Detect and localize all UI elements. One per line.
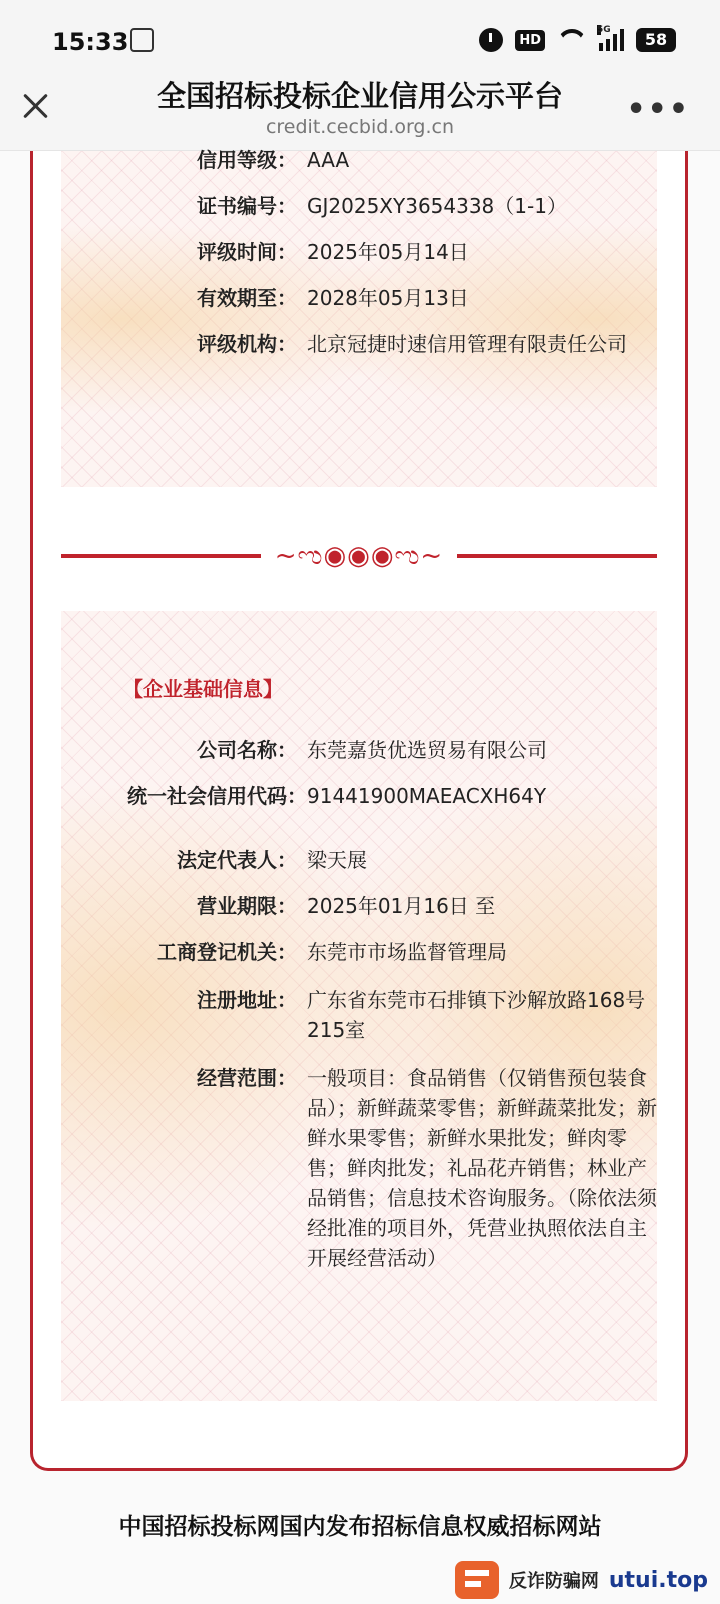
credit-value: 北京冠捷时速信用管理有限责任公司 [307, 332, 627, 356]
battery-icon: 58 [636, 28, 676, 52]
info-label: 经营范围： [197, 1066, 297, 1090]
credit-value: 2028年05月13日 [307, 286, 469, 310]
info-value: 2025年01月16日 至 [307, 894, 496, 918]
info-label: 营业期限： [197, 894, 297, 918]
info-label: 法定代表人： [177, 848, 297, 872]
info-label: 注册地址： [197, 988, 297, 1012]
alarm-icon [479, 28, 503, 52]
footer-slogan: 中国招标投标网国内发布招标信息权威招标网站 [118, 1514, 602, 1540]
page-url: credit.cecbid.org.cn [265, 116, 455, 138]
signal-icon [597, 25, 624, 51]
watermark-text: 反诈防骗网 [508, 1571, 599, 1592]
watermark-domain: utui.top [608, 1567, 708, 1593]
page-title: 全国招标投标企业信用公示平台 [156, 79, 563, 113]
info-label: 公司名称： [197, 738, 297, 762]
info-value: 东莞嘉货优选贸易有限公司 [307, 738, 547, 762]
status-bar [0, 0, 720, 80]
info-value: 91441900MAEACXH64Y [307, 784, 547, 808]
credit-label: 评级机构： [197, 332, 297, 356]
more-icon[interactable]: ••• [626, 92, 690, 127]
credit-value: 2025年05月14日 [307, 240, 469, 264]
info-value: 梁天展 [307, 848, 367, 872]
app-notification-icon [130, 28, 154, 52]
credit-label: 评级时间： [197, 240, 297, 264]
credit-value: GJ2025XY3654338（1-1） [307, 194, 567, 218]
hd-icon: HD [515, 30, 545, 51]
ornamental-divider: ~ಌ◉◉◉ಌ~ [61, 539, 657, 573]
status-indicators [479, 26, 676, 54]
network-type: 5G [597, 25, 611, 35]
info-value: 广东省东莞市石排镇下沙解放路168号215室 [307, 988, 646, 1042]
info-value: 一般项目：食品销售（仅销售预包装食品）；新鲜蔬菜零售；新鲜蔬菜批发；新鲜水果零售；新鲜水果批发；鲜肉零售；鲜肉批发；礼品花卉销售；林业产品销售；信息技术咨询服务。（除依法须经批准的项目外，凭营业执照依法自主开展经营活动） [307, 1066, 657, 1270]
section-title: 【企业基础信息】 [123, 677, 283, 701]
certificate-frame [30, 148, 688, 1471]
browser-header [0, 80, 720, 151]
watermark [455, 1560, 708, 1600]
status-time: 15:33 [52, 28, 129, 56]
watermark-logo-icon [455, 1561, 499, 1599]
credit-label: 有效期至： [197, 286, 297, 310]
close-icon[interactable] [20, 90, 52, 122]
credit-value: AAA [307, 148, 350, 172]
info-label: 统一社会信用代码： [127, 784, 307, 808]
info-value: 东莞市市场监督管理局 [307, 940, 507, 964]
credit-label: 证书编号： [197, 194, 297, 218]
wifi-icon [557, 29, 587, 51]
info-label: 工商登记机关： [157, 940, 297, 964]
credit-label: 信用等级： [197, 148, 297, 172]
